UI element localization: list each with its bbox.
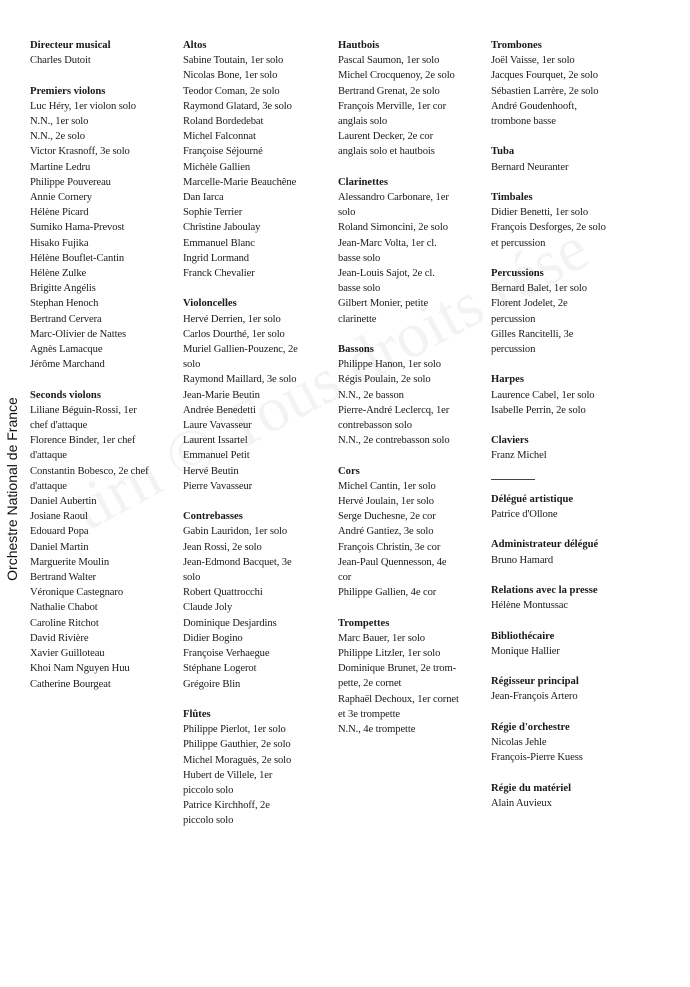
member-line: N.N., 1er solo <box>30 116 89 127</box>
member-line: Florence Binder, 1er chef <box>30 435 136 447</box>
member-line: Raymond Glatard, 3e solo <box>183 100 292 112</box>
member-line: Raymond Maillard, 3e solo <box>183 374 297 386</box>
member-line: Marc Bauer, 1er solo <box>338 632 426 644</box>
member-line: Franz Michel <box>491 450 547 462</box>
member-line: Hervé Beutin <box>183 465 239 477</box>
member-line: Patrice Kirchhoff, 2e <box>183 800 270 812</box>
member-line: Isabelle Perrin, 2e solo <box>491 404 586 416</box>
member-line: et 3e trompette <box>338 708 401 720</box>
member-line: Dominique Brunet, 2e trom- <box>338 663 457 675</box>
section-claviers <box>491 433 636 463</box>
member-line: Monique Hallier <box>491 645 560 657</box>
member-line: Andrée Benedetti <box>183 404 256 416</box>
member-line: Christine Jaboulay <box>183 222 261 234</box>
member-line: percussion <box>491 344 536 356</box>
member-line: Carlos Dourthé, 1er solo <box>183 328 285 340</box>
section-heading: Administrateur délégué <box>491 539 599 551</box>
member-line: Hervé Joulain, 1er solo <box>338 496 434 508</box>
member-line: basse solo <box>338 283 381 295</box>
member-line: Didier Benetti, 1er solo <box>491 207 589 219</box>
member-line: Brigitte Angélis <box>30 283 96 295</box>
member-line: N.N., 2e contrebasson solo <box>338 435 450 447</box>
member-line: solo <box>183 359 201 371</box>
section-clarinettes <box>338 175 478 327</box>
section-heading: Timbales <box>491 192 533 203</box>
member-line: Hisako Fujika <box>30 237 89 249</box>
member-line: Caroline Ritchot <box>30 617 99 629</box>
member-line: Alain Auvieux <box>491 797 552 809</box>
member-line: Michèle Gallien <box>183 161 251 173</box>
member-line: Nicolas Jehle <box>491 736 547 748</box>
member-line: Xavier Guilloteau <box>30 648 105 660</box>
section-contrebasses <box>183 509 325 691</box>
member-line: Emmanuel Blanc <box>183 237 255 249</box>
member-line: Daniel Martin <box>30 541 89 553</box>
member-line: Hélène Montussac <box>491 600 568 612</box>
member-line: Jean-Marie Beutin <box>183 389 260 401</box>
member-line: Gabin Lauridon, 1er solo <box>183 526 288 538</box>
member-line: Jean-François Artero <box>491 691 578 703</box>
member-line: Philippe Hanon, 1er solo <box>338 359 441 371</box>
member-line: Sumiko Hama-Prevost <box>30 222 125 234</box>
member-line: Philippe Pouvereau <box>30 176 111 188</box>
member-line: Florent Jodelet, 2e <box>491 298 568 310</box>
section-seconds-violons <box>30 388 170 692</box>
member-line: Luc Héry, 1er violon solo <box>30 100 136 112</box>
member-line: solo <box>338 207 356 219</box>
member-line: Laurent Issartel <box>183 435 248 447</box>
member-line: Ingrid Lormand <box>183 252 249 264</box>
member-line: Constantin Bobesco, 2e chef <box>30 465 149 477</box>
member-line: Pascal Saumon, 1er solo <box>338 55 440 67</box>
administration-staff <box>491 479 636 811</box>
member-line: Khoi Nam Nguyen Huu <box>30 663 130 675</box>
member-line: Daniel Aubertin <box>30 496 97 508</box>
member-line: Jacques Fourquet, 2e solo <box>491 70 598 82</box>
section-percussions <box>491 266 636 357</box>
instrument-sections <box>491 38 636 464</box>
section-harpes <box>491 372 636 418</box>
section-heading: Harpes <box>491 374 524 386</box>
member-line: Catherine Bourgeat <box>30 678 111 690</box>
section-trompettes <box>338 616 478 738</box>
section-heading: Contrebasses <box>183 511 243 523</box>
member-line: Françoise Verhaegue <box>183 648 270 660</box>
member-line: Laurent Decker, 2e cor <box>338 131 434 143</box>
section-heading: Régie du matériel <box>491 782 572 794</box>
member-line: anglais solo <box>338 116 388 128</box>
member-line: Jean Rossi, 2e solo <box>183 541 262 553</box>
member-line: Raphaël Dechoux, 1er cornet <box>338 693 459 705</box>
member-line: Joël Vaisse, 1er solo <box>491 55 575 67</box>
member-line: Roland Bordedebat <box>183 116 264 128</box>
member-line: André Gantiez, 3e solo <box>338 526 434 538</box>
section-heading: Premiers violons <box>30 85 106 97</box>
section-bassons <box>338 342 478 448</box>
member-line: Jean-Louis Sajot, 2e cl. <box>338 268 435 280</box>
section-heading: Tuba <box>491 146 515 158</box>
member-line: Franck Chevalier <box>183 268 255 280</box>
member-line: Gilles Rancitelli, 3e <box>491 328 574 340</box>
member-line: Françoise Séjourné <box>183 146 263 158</box>
member-line: Michel Crocquenoy, 2e solo <box>338 70 455 82</box>
member-line: Bernard Balet, 1er solo <box>491 283 587 295</box>
member-line: Josiane Raoul <box>30 511 88 523</box>
section-heading: Cors <box>338 465 360 477</box>
member-line: clarinette <box>338 313 377 325</box>
member-line: François-Pierre Kuess <box>491 752 583 764</box>
section-heading: Clarinettes <box>338 176 389 188</box>
member-line: Régis Poulain, 2e solo <box>338 374 431 386</box>
section-timbales <box>491 190 636 251</box>
member-line: Véronique Castegnaro <box>30 587 124 599</box>
section-cors <box>338 464 478 601</box>
section-administrateur-delegue <box>491 537 636 567</box>
section-heading: Seconds violons <box>30 389 101 401</box>
member-line: Jérôme Marchand <box>30 359 105 371</box>
member-line: Hubert de Villele, 1er <box>183 769 273 781</box>
member-line: Sophie Terrier <box>183 207 243 219</box>
member-line: Gilbert Monier, petite <box>338 298 429 310</box>
section-relations-avec-la-presse <box>491 583 636 613</box>
member-line: et percussion <box>491 237 546 249</box>
member-line: Charles Dutoit <box>30 55 91 67</box>
member-line: Sébastien Larrère, 2e solo <box>491 85 599 97</box>
member-line: Hélène Picard <box>30 207 89 219</box>
member-line: Annie Cornery <box>30 192 92 204</box>
member-line: Teodor Coman, 2e solo <box>183 85 280 97</box>
member-line: Michel Cantin, 1er solo <box>338 480 436 492</box>
member-line: percussion <box>491 313 536 325</box>
section-heading: Directeur musical <box>30 40 111 51</box>
member-line: cor <box>338 572 352 584</box>
section-heading: Régisseur principal <box>491 676 579 688</box>
section-heading: Violoncelles <box>183 298 237 310</box>
member-line: Alessandro Carbonare, 1er <box>338 192 449 204</box>
member-line: Martine Ledru <box>30 161 91 173</box>
member-line: David Rivière <box>30 632 89 644</box>
member-line: Grégoire Blin <box>183 678 241 690</box>
member-line: Dominique Desjardins <box>183 617 277 629</box>
spine-title: Orchestre National de France <box>4 397 20 581</box>
member-line: N.N., 4e trompette <box>338 724 416 736</box>
member-line: Michel Moraguès, 2e solo <box>183 754 292 766</box>
member-line: Hélène Bouflet-Cantin <box>30 252 125 264</box>
member-line: chef d'attaque <box>30 420 88 432</box>
member-line: d'attaque <box>30 450 67 462</box>
member-line: Jean-Edmond Bacquet, 3e <box>183 556 292 568</box>
member-line: Nicolas Bone, 1er solo <box>183 70 278 82</box>
member-line: piccolo solo <box>183 784 234 796</box>
member-line: Roland Simoncini, 2e solo <box>338 222 448 234</box>
member-line: Didier Bogino <box>183 632 243 644</box>
member-line: Sabine Toutain, 1er solo <box>183 55 284 67</box>
roster-column-1 <box>30 38 170 707</box>
member-line: piccolo solo <box>183 815 234 827</box>
member-line: anglais solo et hautbois <box>338 146 435 158</box>
member-line: Marc-Olivier de Nattes <box>30 328 127 340</box>
member-line: François Merville, 1er cor <box>338 100 447 112</box>
member-line: Stéphane Logerot <box>183 663 257 675</box>
section-premiers-violons <box>30 84 170 373</box>
member-line: Philippe Pierlot, 1er solo <box>183 724 286 736</box>
member-line: Laurence Cabel, 1er solo <box>491 389 595 401</box>
section-heading: Claviers <box>491 435 529 447</box>
section-heading: Bibliothécaire <box>491 630 555 642</box>
section-heading: Trombones <box>491 40 542 51</box>
member-line: Patrice d'Ollone <box>491 509 558 520</box>
section-regie-du-materiel <box>491 781 636 811</box>
member-line: Michel Falconnat <box>183 131 256 143</box>
member-line: Marcelle-Marie Beauchêne <box>183 176 297 188</box>
member-line: François Desforges, 2e solo <box>491 222 606 234</box>
member-line: Pierre Vavasseur <box>183 480 253 492</box>
roster-column-3 <box>338 38 478 752</box>
member-line: Serge Duchesne, 2e cor <box>338 511 436 523</box>
section-bibliothecaire <box>491 629 636 659</box>
member-line: Bruno Hamard <box>491 554 554 566</box>
member-line: Bertrand Grenat, 2e solo <box>338 85 440 97</box>
member-line: solo <box>183 572 201 584</box>
section-tuba <box>491 144 636 174</box>
section-altos <box>183 38 325 281</box>
member-line: Liliane Béguin-Rossi, 1er <box>30 404 137 416</box>
member-line: Emmanuel Petit <box>183 450 250 462</box>
member-line: Philippe Gauthier, 2e solo <box>183 739 291 751</box>
section-heading: Bassons <box>338 344 374 356</box>
section-flutes <box>183 707 325 829</box>
section-regisseur-principal <box>491 674 636 704</box>
member-line: Pierre-André Leclercq, 1er <box>338 404 450 416</box>
section-heading: Relations avec la presse <box>491 584 598 596</box>
member-line: Laure Vavasseur <box>183 420 252 432</box>
roster-column-4 <box>491 38 636 826</box>
member-line: N.N., 2e basson <box>338 389 404 401</box>
member-line: André Goudenhooft, <box>491 100 577 112</box>
section-trombones <box>491 38 636 129</box>
member-line: Bertrand Walter <box>30 572 96 584</box>
member-line: pette, 2e cornet <box>338 678 402 690</box>
section-heading: Flûtes <box>183 708 211 720</box>
section-violoncelles <box>183 296 325 494</box>
section-heading: Altos <box>183 40 207 51</box>
member-line: contrebasson solo <box>338 420 412 432</box>
member-line: Jean-Marc Volta, 1er cl. <box>338 237 437 249</box>
member-line: Edouard Popa <box>30 526 89 538</box>
member-line: d'attaque <box>30 480 67 492</box>
member-line: basse solo <box>338 252 381 264</box>
roster-column-2 <box>183 38 325 844</box>
member-line: N.N., 2e solo <box>30 131 85 143</box>
member-line: Dan Iarca <box>183 192 224 204</box>
section-hautbois <box>338 38 478 160</box>
section-heading: Délégué artistique <box>491 493 574 505</box>
member-line: trombone basse <box>491 116 556 128</box>
member-line: Philippe Litzler, 1er solo <box>338 648 441 660</box>
member-line: Jean-Paul Quennesson, 4e <box>338 556 447 568</box>
staff-list <box>491 492 636 811</box>
member-line: Hélène Zulke <box>30 268 87 280</box>
member-line: Bernard Neuranter <box>491 161 569 173</box>
section-regie-d-orchestre <box>491 720 636 766</box>
member-line: Stephan Henoch <box>30 298 99 310</box>
member-line: Hervé Derrien, 1er solo <box>183 313 281 325</box>
member-line: Claude Joly <box>183 602 233 614</box>
member-line: François Christin, 3e cor <box>338 541 441 553</box>
section-heading: Trompettes <box>338 617 390 629</box>
member-line: Muriel Gallien-Pouzenc, 2e <box>183 344 298 356</box>
section-heading: Hautbois <box>338 40 380 51</box>
member-line: Robert Quattrocchi <box>183 587 263 599</box>
member-line: Bertrand Cervera <box>30 313 102 325</box>
member-line: Nathalie Chabot <box>30 602 98 614</box>
section-directeur-musical <box>30 38 170 68</box>
member-line: Marguerite Moulin <box>30 556 110 568</box>
section-heading: Percussions <box>491 268 544 279</box>
section-delegue-artistique <box>491 492 636 522</box>
member-line: Agnès Lamacque <box>30 344 103 356</box>
member-line: Philippe Gallien, 4e cor <box>338 587 437 599</box>
section-divider <box>491 479 535 480</box>
section-heading: Régie d'orchestre <box>491 721 570 733</box>
member-line: Victor Krasnoff, 3e solo <box>30 146 130 158</box>
